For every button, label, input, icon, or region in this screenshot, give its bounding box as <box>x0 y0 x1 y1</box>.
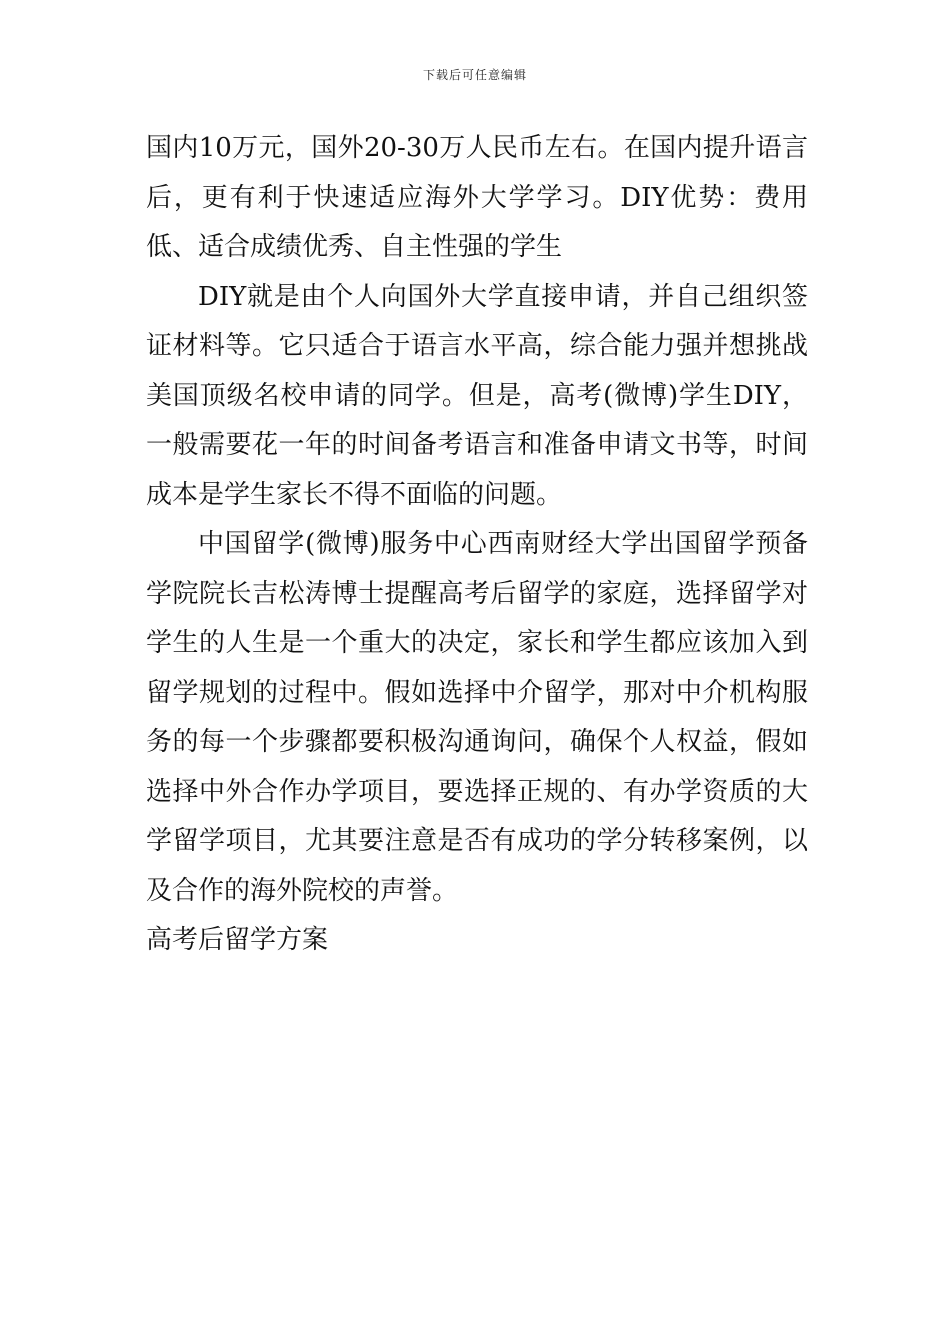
paragraph-advice: 中国留学(微博)服务中心西南财经大学出国留学预备学院院长吉松涛博士提醒高考后留学的家庭，选择留学对学生的人生是一个重大的决定，家长和学生都应该加入到留学规划的过程中。假如选择中介留学，那对中介机构服务的每一个步骤都要积极沟通询问，确保个人权益，假如选择中外合作办学项目，要选择正规的、有办学资质的大学留学项目，尤其要注意是否有成功的学分转移案例，以及合作的海外院校的声誉。 <box>146 529 808 906</box>
section-title: 高考后留学方案 <box>146 925 329 955</box>
paragraph-cost: 国内10万元，国外20-30万人民币左右。在国内提升语言后，更有利于快速适应海外大学学习。DIY优势：费用低、适合成绩优秀、自主性强的学生 <box>146 133 808 262</box>
paragraph-diy: DIY就是由个人向国外大学直接申请，并自己组织签证材料等。它只适合于语言水平高，综合能力强并想挑战美国顶级名校申请的同学。但是，高考(微博)学生DIY，一般需要花一年的时间备考语言和准备申请文书等，时间成本是学生家长不得不面临的问题。 <box>146 281 808 510</box>
document-body <box>146 124 808 966</box>
page-header: 下载后可任意编辑 <box>422 68 527 82</box>
